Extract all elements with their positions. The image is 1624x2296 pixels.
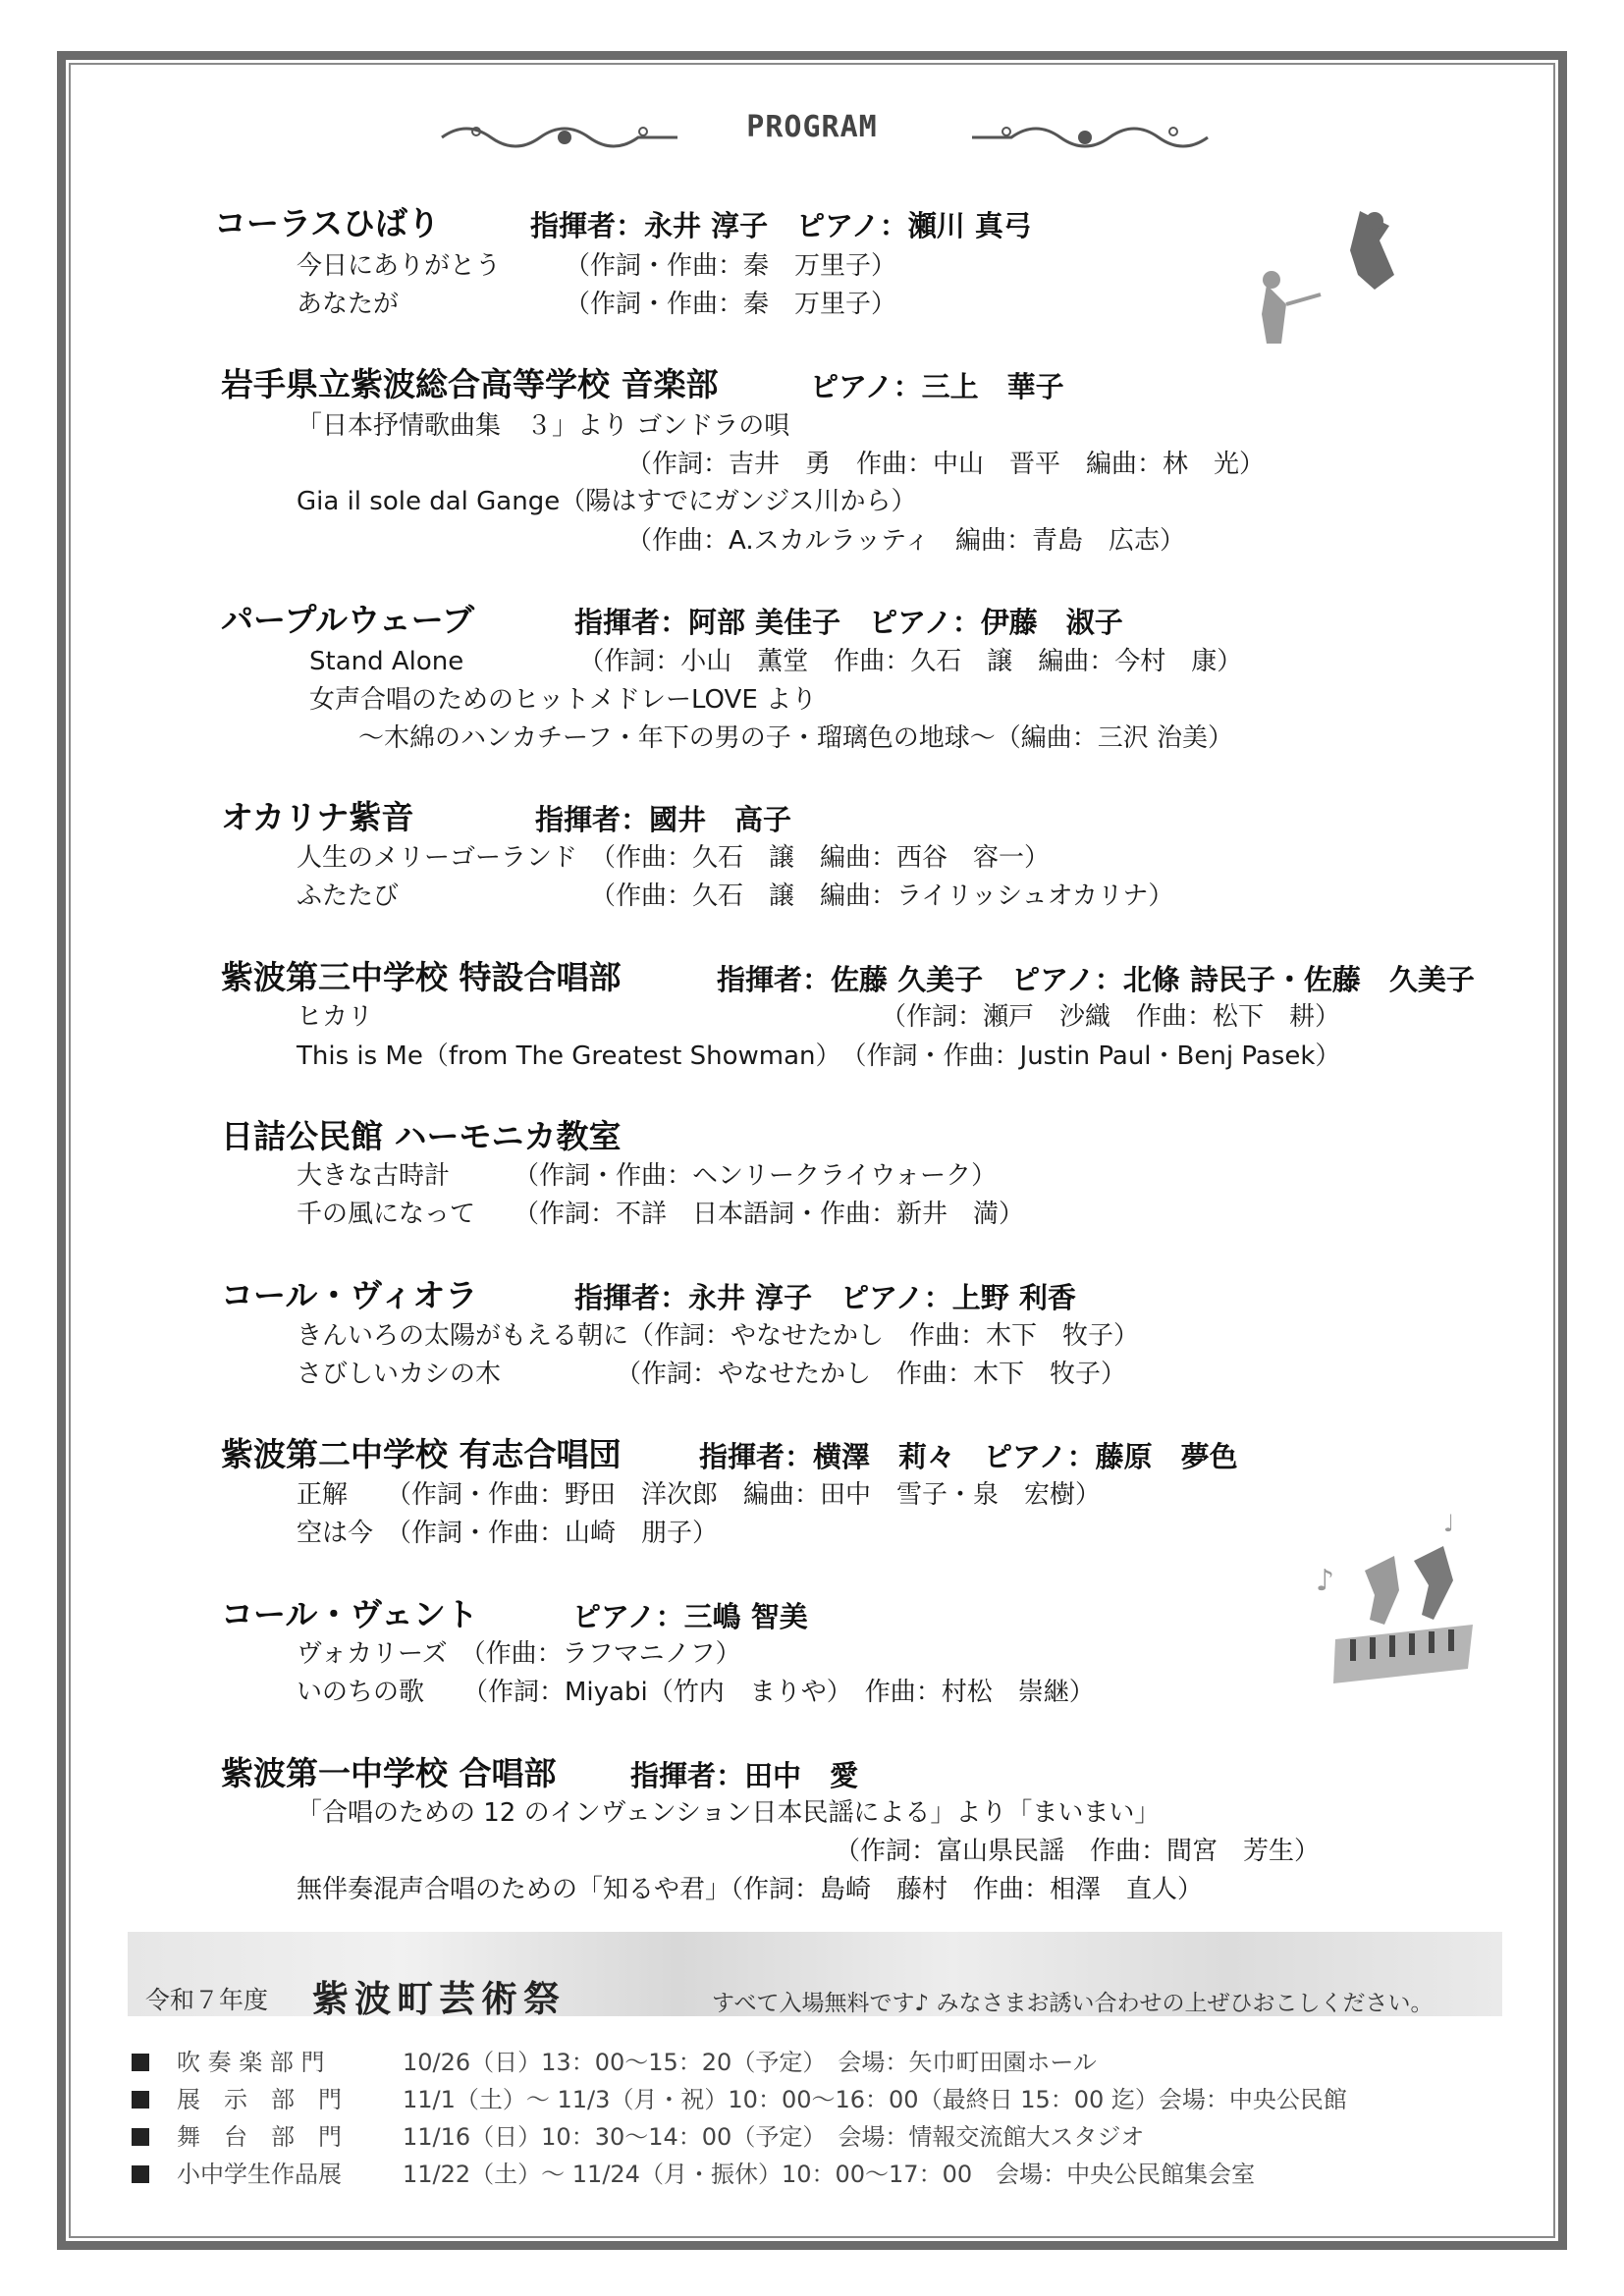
bullet-square-icon bbox=[132, 2165, 149, 2183]
festival-name: 紫波町芸術祭 bbox=[312, 1978, 566, 2020]
group-name: 紫波第三中学校 特設合唱部 bbox=[221, 958, 622, 996]
group-name: コーラスひばり bbox=[214, 204, 441, 242]
schedule-row bbox=[132, 2080, 1347, 2114]
schedule-detail: 11/22（土）～ 11/24（月・振休）10：00～17：00 会場：中央公民館集会室 bbox=[403, 2161, 1256, 2188]
group-staff: ピアノ：三嶋 智美 bbox=[572, 1600, 808, 1633]
program-line: 千の風になって （作詞：不詳 日本語詞・作曲：新井 満） bbox=[297, 1200, 1025, 1229]
group-name: 紫波第二中学校 有志合唱団 bbox=[221, 1435, 622, 1473]
svg-text:♩: ♩ bbox=[1443, 1512, 1455, 1537]
program-line: 人生のメリーゴーランド （作曲：久石 譲 編曲：西谷 容一） bbox=[297, 843, 1051, 873]
svg-text:♪: ♪ bbox=[1316, 1564, 1335, 1598]
program-line: あなたが （作詞・作曲：秦 万里子） bbox=[297, 290, 897, 319]
program-line: Gia il sole dal Gange（陽はすでにガンジス川から） bbox=[297, 487, 917, 516]
schedule-detail: 11/16（日）10：30～14：00（予定） 会場：情報交流館大スタジオ bbox=[403, 2123, 1145, 2151]
program-line: ヒカリ bbox=[297, 1002, 374, 1032]
program-line: いのちの歌 （作詞：Miyabi（竹内 まりや） 作曲：村松 崇継） bbox=[297, 1678, 1095, 1707]
schedule-dept: 展 示 部 門 bbox=[177, 2086, 342, 2113]
group-staff: 指揮者：永井 淳子 ピアノ：瀬川 真弓 bbox=[530, 209, 1032, 242]
bullet-square-icon bbox=[132, 2128, 149, 2146]
festival-year: 令和７年度 bbox=[145, 1986, 269, 2014]
schedule-detail: 10/26（日）13：00～15：20（予定） 会場：矢巾町田園ホール bbox=[403, 2049, 1097, 2076]
group-staff: 指揮者：佐藤 久美子 ピアノ：北條 詩民子・佐藤 久美子 bbox=[717, 963, 1475, 996]
program-line: 空は今 （作詞・作曲：山崎 朋子） bbox=[297, 1519, 719, 1548]
schedule-detail: 11/1（土）～ 11/3（月・祝）10：00～16：00（最終日 15：00 迄）会場：中央公民館 bbox=[403, 2086, 1347, 2113]
program-line: さびしいカシの木 （作詞：やなせたかし 作曲：木下 牧子） bbox=[297, 1360, 1127, 1389]
program-line: （作詞：瀬戸 沙織 作曲：松下 耕） bbox=[881, 1002, 1341, 1032]
program-line: 今日にありがとう （作詞・作曲：秦 万里子） bbox=[297, 251, 897, 281]
bullet-square-icon bbox=[132, 2054, 149, 2071]
group-name: コール・ヴィオラ bbox=[221, 1276, 478, 1314]
schedule-dept: 小中学生作品展 bbox=[177, 2161, 342, 2188]
schedule-row bbox=[132, 2117, 1144, 2152]
bullet-square-icon bbox=[132, 2091, 149, 2109]
schedule-dept: 舞 台 部 門 bbox=[177, 2123, 342, 2151]
program-line: ふたたび （作曲：久石 譲 編曲：ライリッシュオカリナ） bbox=[297, 881, 1174, 911]
group-staff: 指揮者：永井 淳子 ピアノ：上野 利香 bbox=[574, 1281, 1076, 1314]
group-staff: 指揮者：田中 愛 bbox=[630, 1759, 859, 1792]
group-name: オカリナ紫音 bbox=[221, 798, 414, 836]
program-line: 女声合唱のためのヒットメドレーLOVE より bbox=[309, 685, 818, 715]
program-line: This is Me（from The Greatest Showman） （作詞・作曲：Justin Paul・Benj Pasek） bbox=[297, 1041, 1341, 1071]
schedule-row bbox=[132, 2155, 1255, 2189]
schedule-row bbox=[132, 2043, 1097, 2077]
piano-dancers-icon bbox=[1306, 1512, 1483, 1698]
program-line: 「合唱のための 12 のインヴェンション日本民謡による」より「まいまい」 bbox=[297, 1798, 1161, 1828]
program-line: 大きな古時計 （作詞・作曲：ヘンリークライウォーク） bbox=[297, 1161, 998, 1191]
group-staff: ピアノ：三上 華子 bbox=[810, 370, 1064, 403]
group-staff: 指揮者：阿部 美佳子 ピアノ：伊藤 淑子 bbox=[574, 606, 1123, 639]
program-line: 正解 （作詞・作曲：野田 洋次郎 編曲：田中 雪子・泉 宏樹） bbox=[297, 1480, 1102, 1510]
program-line: ～木綿のハンカチーフ・年下の男の子・瑠璃色の地球～（編曲：三沢 治美） bbox=[358, 723, 1233, 753]
group-name: 日詰公民館 ハーモニカ教室 bbox=[221, 1117, 622, 1155]
group-name: 岩手県立紫波総合高等学校 音楽部 bbox=[221, 365, 719, 403]
program-line: ヴォカリーズ （作曲：ラフマニノフ） bbox=[297, 1639, 741, 1669]
program-line: （作曲：A.スカルラッティ 編曲：青島 広志） bbox=[626, 526, 1185, 556]
program-line: きんいろの太陽がもえる朝に（作詞：やなせたかし 作曲：木下 牧子） bbox=[297, 1321, 1140, 1351]
page-title: PROGRAM bbox=[746, 110, 878, 144]
group-staff: 指揮者：横澤 莉々 ピアノ：藤原 夢色 bbox=[699, 1440, 1238, 1473]
group-name: パープルウェーブ bbox=[221, 601, 475, 639]
program-line: （作詞：富山県民謡 作曲：間宮 芳生） bbox=[835, 1837, 1321, 1866]
group-name: 紫波第一中学校 合唱部 bbox=[221, 1754, 557, 1792]
program-line: 無伴奏混声合唱のための「知るや君」（作詞：島崎 藤村 作曲：相澤 直人） bbox=[297, 1875, 1204, 1904]
program-line: 「日本抒情歌曲集 ３」より ゴンドラの唄 bbox=[297, 411, 790, 441]
group-staff: 指揮者：國井 高子 bbox=[535, 803, 792, 836]
group-name: コール・ヴェント bbox=[221, 1595, 479, 1633]
program-line: Stand Alone （作詞：小山 薫堂 作曲：久石 譲 編曲：今村 康） bbox=[309, 647, 1243, 676]
festival-note: すべて入場無料です♪ みなさまお誘い合わせの上ぜひおこしください。 bbox=[712, 1991, 1434, 2016]
schedule-dept: 吹 奏 楽 部 門 bbox=[177, 2049, 325, 2076]
program-line: （作詞：吉井 勇 作曲：中山 晋平 編曲：林 光） bbox=[626, 450, 1266, 479]
dancing-characters-icon bbox=[1242, 196, 1409, 363]
